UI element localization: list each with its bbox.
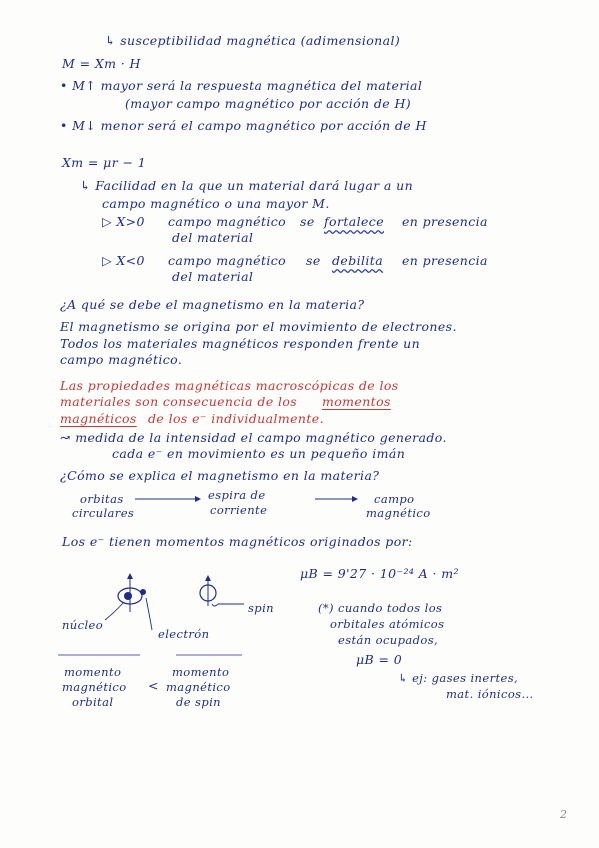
example-line-1: ↳ ej: gases inertes, — [398, 671, 519, 685]
flow-orbitas: orbitas — [80, 492, 124, 506]
line-m-formula: M = Xm · H — [62, 56, 141, 71]
para-red-2: materiales son consecuencia de los — [60, 394, 298, 409]
keyword-debilita: debilita — [332, 253, 384, 268]
para-medida: ↝ medida de la intensidad el campo magnético generado. — [60, 430, 447, 445]
brace: < — [148, 678, 159, 693]
para-line-1: El magnetismo se origina por el movimiento de electrones. — [60, 319, 457, 334]
line-susceptibilidad: ↳ susceptibilidad magnética (adimensional) — [105, 33, 401, 48]
orbital-diagram — [105, 573, 152, 630]
label-spin: spin — [248, 601, 274, 615]
line-momentos-origen: Los e⁻ tienen momentos magnéticos originados por: — [62, 534, 413, 549]
para-red-1: Las propiedades magnéticas macroscópicas de los — [60, 378, 399, 393]
case-x-negative-rest: en presencia — [402, 253, 488, 268]
keyword-magneticos: magnéticos — [60, 411, 137, 426]
case-x-positive-se: se — [300, 214, 315, 229]
keyword-fortalece: fortalece — [324, 214, 384, 229]
question-origen: ¿A qué se debe el magnetismo en la materia? — [60, 297, 365, 312]
question-explicacion: ¿Cómo se explica el magnetismo en la materia? — [60, 468, 380, 483]
line-xm-formula: Xm = μr − 1 — [62, 155, 147, 170]
label-nucleo: núcleo — [62, 618, 104, 632]
keyword-momentos: momentos — [322, 394, 391, 409]
electron-pointer — [146, 598, 152, 630]
electron-dot — [140, 589, 146, 595]
page-number: 2 — [560, 808, 567, 821]
flow-espira: espira de — [208, 488, 266, 502]
case-x-negative: ▷ X<0 — [102, 253, 145, 268]
flow-corriente: corriente — [210, 503, 268, 517]
case-x-positive-material: del material — [172, 230, 254, 245]
spin-moment-2: magnético — [166, 680, 231, 694]
note-line-1: (*) cuando todos los — [318, 601, 443, 615]
spin-diagram — [200, 575, 244, 606]
flow-circulares: circulares — [72, 506, 135, 520]
case-x-positive: ▷ X>0 — [102, 214, 145, 229]
spin-moment-1: momento — [172, 665, 230, 679]
case-x-negative-se: se — [306, 253, 321, 268]
orbital-moment-1: momento — [64, 665, 122, 679]
note-line-3: están ocupados, — [338, 633, 439, 647]
case-x-negative-material: del material — [172, 269, 254, 284]
orbital-moment-3: orbital — [72, 695, 114, 709]
case-x-positive-rest: en presencia — [402, 214, 488, 229]
para-line-2: Todos los materiales magnéticos responden frente un — [60, 336, 421, 351]
label-electron: electrón — [158, 627, 210, 641]
line-facilidad: ↳ Facilidad en la que un material dará lugar a un — [80, 178, 414, 193]
mu-zero: μB = 0 — [356, 652, 403, 667]
example-line-2: mat. iónicos... — [446, 687, 534, 701]
flow-campo: campo — [374, 492, 415, 506]
line-facilidad-2: campo magnético o una mayor M. — [102, 196, 330, 211]
line-m-down: • M↓ menor será el campo magnético por acción de H — [60, 118, 427, 133]
flow-magnetico: magnético — [366, 506, 431, 520]
line-m-up: • M↑ mayor será la respuesta magnética del material — [60, 78, 423, 93]
orbital-moment-2: magnético — [62, 680, 127, 694]
para-iman: cada e⁻ en movimiento es un pequeño imán — [112, 446, 406, 461]
spin-moment-3: de spin — [176, 695, 221, 709]
note-line-2: orbitales atómicos — [330, 617, 445, 631]
para-red-3: de los e⁻ individualmente. — [148, 411, 324, 426]
nucleus-pointer — [105, 602, 124, 620]
case-x-positive-text: campo magnético — [168, 214, 287, 229]
line-m-up-detail: (mayor campo magnético por acción de H) — [125, 96, 412, 111]
nucleus-dot — [124, 592, 132, 600]
case-x-negative-text: campo magnético — [168, 253, 287, 268]
bohr-magneton: μB = 9'27 · 10⁻²⁴ A · m² — [300, 566, 459, 581]
para-line-3: campo magnético. — [60, 352, 183, 367]
